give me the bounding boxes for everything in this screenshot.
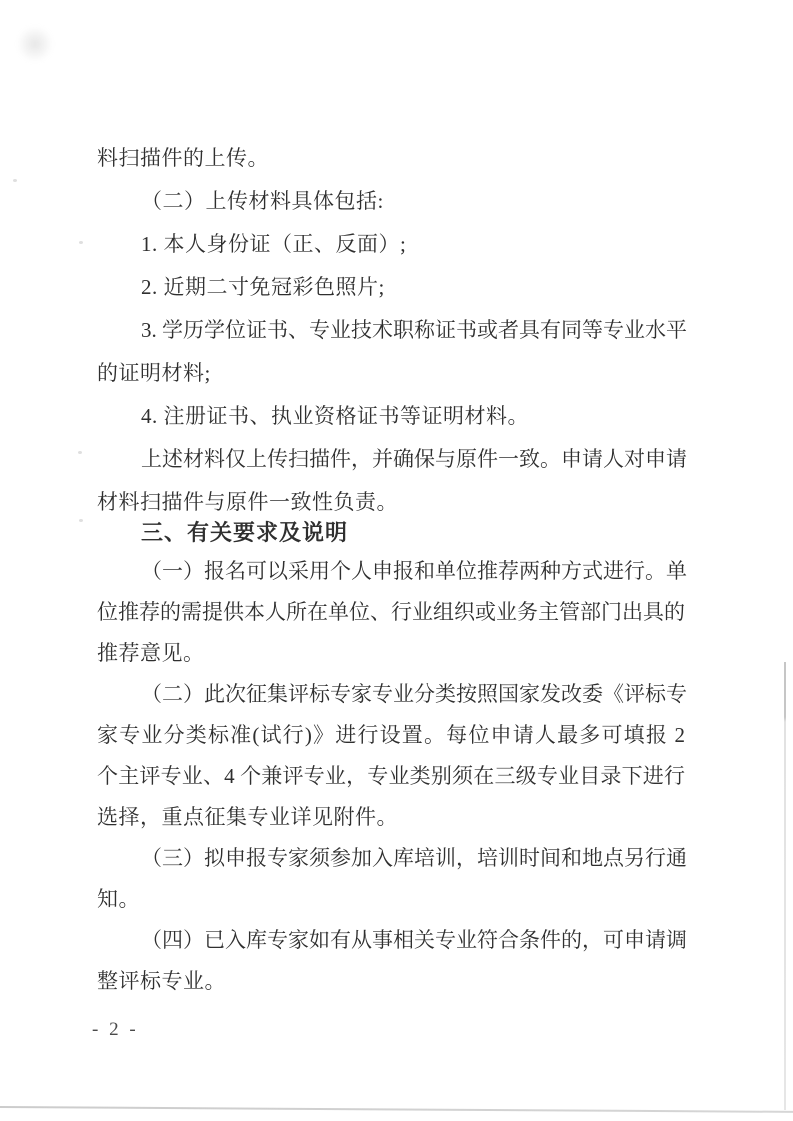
- document-line: （二）上传材料具体包括:: [141, 189, 384, 213]
- document-line: 个主评专业、4 个兼评专业，专业类别须在三级专业目录下进行: [97, 764, 685, 788]
- document-line: 2. 近期二寸免冠彩色照片;: [141, 275, 385, 299]
- document-line: （一）报名可以采用个人申报和单位推荐两种方式进行。单: [141, 559, 687, 583]
- section-heading: 三、有关要求及说明: [141, 520, 349, 545]
- document-line: 推荐意见。: [97, 641, 205, 665]
- document-line: 4. 注册证书、执业资格证书等证明材料。: [141, 404, 529, 428]
- scan-edge-line-right: [784, 662, 786, 1110]
- document-line: 材料扫描件与原件一致性负责。: [97, 490, 398, 514]
- document-body-top: [97, 137, 685, 524]
- document-line: （三）拟申报专家须参加入库培训，培训时间和地点另行通: [141, 846, 687, 870]
- scan-speck-artifact: [79, 519, 83, 522]
- document-line: 3. 学历学位证书、专业技术职称证书或者具有同等专业水平: [141, 318, 687, 342]
- document-line: 家专业分类标准(试行)》进行设置。每位申请人最多可填报 2: [97, 723, 685, 747]
- document-line: 1. 本人身份证（正、反面）;: [141, 232, 407, 256]
- document-line: 上述材料仅上传扫描件，并确保与原件一致。申请人对申请: [141, 447, 687, 471]
- scan-speck-artifact: [78, 451, 82, 454]
- document-line: 位推荐的需提供本人所在单位、行业组织或业务主管部门出具的: [97, 600, 685, 624]
- scan-edge-line-bottom: [0, 1106, 793, 1113]
- scan-speck-artifact: [79, 241, 83, 244]
- document-line: 选择，重点征集专业详见附件。: [97, 805, 398, 829]
- document-line: （四）已入库专家如有从事相关专业符合条件的，可申请调: [141, 928, 687, 952]
- document-line: （二）此次征集评标专家专业分类按照国家发改委《评标专: [141, 682, 687, 706]
- document-line: 整评标专业。: [97, 969, 226, 993]
- page-number: - 2 -: [92, 1019, 139, 1040]
- document-line: 料扫描件的上传。: [97, 146, 269, 170]
- scan-smudge-artifact: [16, 26, 54, 62]
- document-line: 的证明材料;: [97, 361, 211, 385]
- document-body-bottom: [97, 551, 685, 1002]
- document-line: 知。: [97, 887, 140, 911]
- scan-speck-artifact: [13, 179, 17, 182]
